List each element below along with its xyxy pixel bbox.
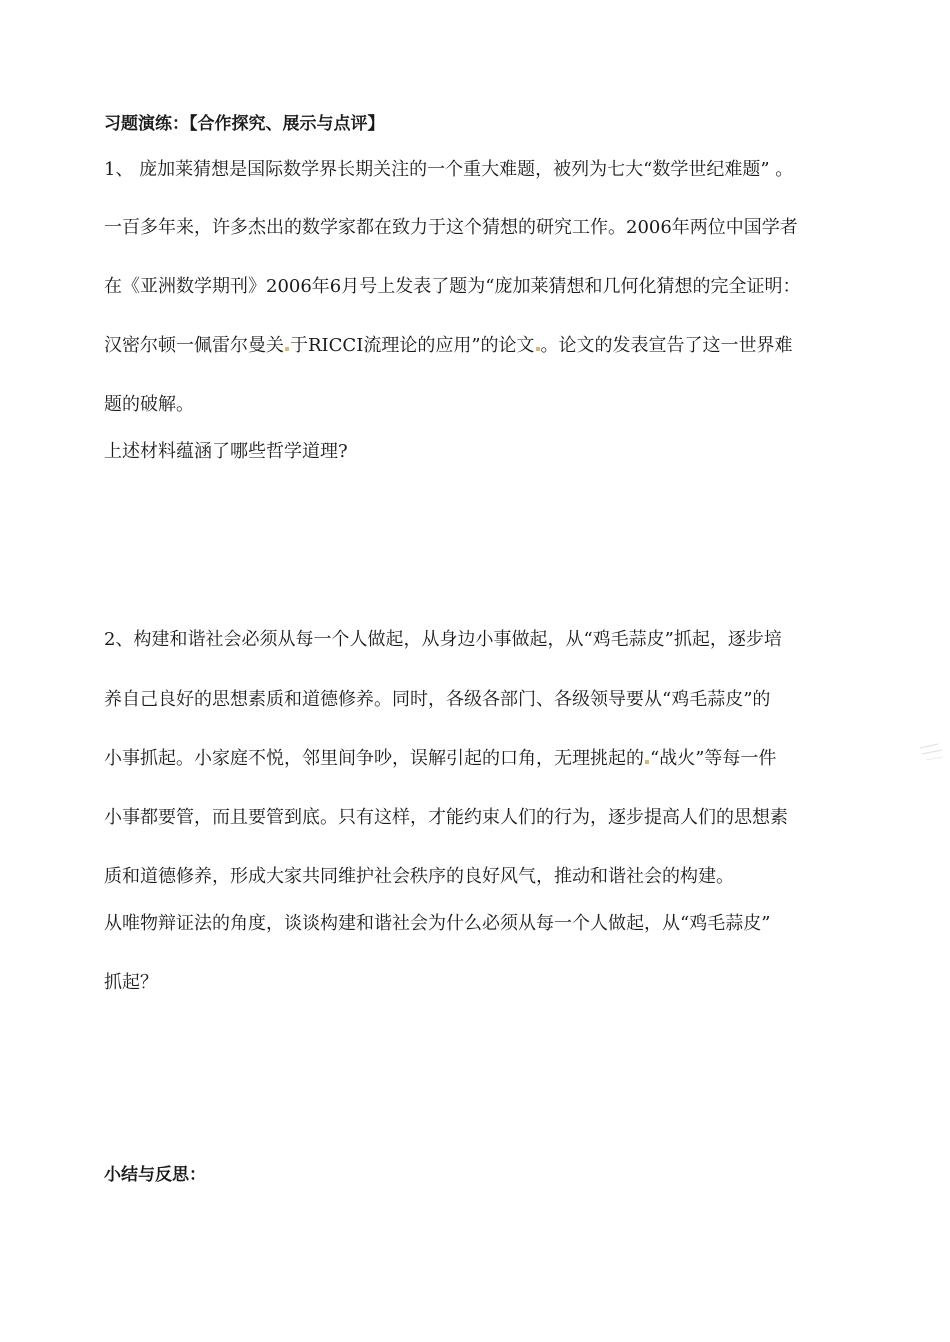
question2-line5: 质和道德修养，形成大家共同维护社会秩序的良好风气，推动和谐社会的构建。: [104, 866, 734, 887]
stray-mark: [285, 347, 289, 351]
question1-line1: 1、 庞加莱猜想是国际数学界长期关注的一个重大难题，被列为七大“数学世纪难题” 。: [104, 159, 794, 180]
question2-line3-part-a: 小事抓起。小家庭不悦，邻里间争吵，误解引起的口角，无理挑起的: [104, 748, 644, 769]
question2-line3: [104, 747, 776, 771]
question2-line2: 养自己良好的思想素质和道德修养。同时，各级各部门、各级领导要从“鸡毛蒜皮”的: [104, 689, 771, 710]
question2-line1: 2、构建和谐社会必须从每一个人做起，从身边小事做起，从“鸡毛蒜皮”抓起，逐步培: [104, 629, 782, 650]
question1-line2: 一百多年来，许多杰出的数学家都在致力于这个猜想的研究工作。2006年两位中国学者: [104, 217, 798, 238]
question1-line4-part-b: 于RICCI流理论的应用”的论文: [290, 335, 535, 356]
summary-heading: 小结与反思：: [104, 1165, 206, 1185]
question2-prompt-line1: 从唯物辩证法的角度，谈谈构建和谐社会为什么必须从每一个人做起，从“鸡毛蒜皮”: [104, 913, 771, 934]
scan-artifact: [918, 742, 944, 762]
section-heading: 习题演练：【合作探究、展示与点评】: [104, 114, 385, 134]
question2-line3-part-b: “战火”等每一件: [650, 748, 777, 769]
question1-line4: [104, 334, 793, 358]
question1-line3: 在《亚洲数学期刊》2006年6月号上发表了题为“庞加莱猜想和几何化猜想的完全证明：: [104, 276, 801, 297]
question2-prompt-line2: 抓起？: [104, 972, 158, 993]
question1-line5: 题的破解。: [104, 394, 194, 415]
question1-line4-part-c: 。论文的发表宣告了这一世界难: [540, 335, 793, 356]
stray-mark: [645, 760, 649, 764]
question1-line4-part-a: 汉密尔顿一佩雷尔曼关: [104, 335, 284, 356]
question2-line4: 小事都要管，而且要管到底。只有这样，才能约束人们的行为，逐步提高人们的思想素: [104, 807, 788, 828]
question1-prompt: 上述材料蕴涵了哪些哲学道理?: [104, 441, 348, 462]
stray-mark: [536, 347, 540, 351]
